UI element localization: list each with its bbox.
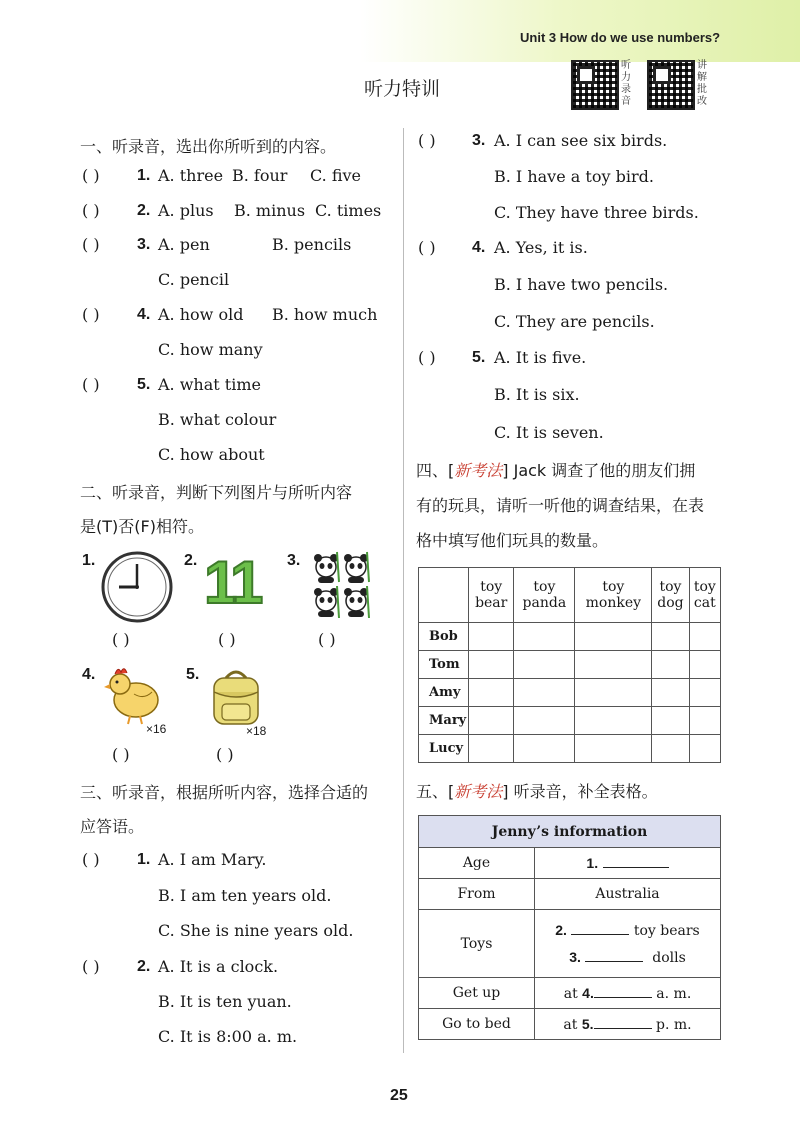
answer-blank[interactable]: ( ) xyxy=(418,131,436,150)
answer-blank[interactable]: ( ) xyxy=(82,305,100,324)
section2-heading: 二、听录音，判断下列图片与所听内容 xyxy=(80,483,353,502)
section4-line3: 格中填写他们玩具的数量。 xyxy=(416,531,609,550)
column-header: toy dog xyxy=(652,568,689,623)
section4-line2: 有的玩具，请听一听他的调查结果，在表 xyxy=(416,496,705,515)
table-cell[interactable] xyxy=(575,679,652,707)
question-number: 4. xyxy=(137,306,151,323)
answer-blank[interactable]: ( ) xyxy=(216,745,234,764)
table-cell[interactable] xyxy=(689,651,720,679)
option-a: A. what time xyxy=(158,375,261,394)
table-cell[interactable] xyxy=(514,707,575,735)
section4-heading xyxy=(416,458,695,481)
table-cell[interactable] xyxy=(469,623,514,651)
answer-blank[interactable]: ( ) xyxy=(82,375,100,394)
new-method-tag: 新考法 xyxy=(454,461,503,480)
answer-blank[interactable]: ( ) xyxy=(82,850,100,869)
option-c: C. They have three birds. xyxy=(494,203,699,222)
picture-number: 4. xyxy=(82,666,96,683)
panda-icon xyxy=(310,550,376,622)
row-label: Get up xyxy=(419,978,535,1009)
row-header: Mary xyxy=(419,707,469,735)
option-a: A. plus xyxy=(158,201,214,220)
column-header: toy bear xyxy=(469,568,514,623)
option-a: A. how old xyxy=(158,305,244,324)
option-c: C. She is nine years old. xyxy=(158,921,354,940)
option-b: B. what colour xyxy=(158,410,277,429)
column-header: toy panda xyxy=(514,568,575,623)
option-b: B. four xyxy=(232,166,288,185)
getup-cell[interactable]: at 4. a. m. xyxy=(535,978,721,1009)
option-b: B. I have two pencils. xyxy=(494,275,669,294)
corner-cell xyxy=(419,568,469,623)
table-cell[interactable] xyxy=(689,735,720,763)
answer-blank[interactable]: ( ) xyxy=(418,238,436,257)
answer-blank[interactable]: ( ) xyxy=(82,201,100,220)
answer-blank[interactable]: ( ) xyxy=(112,630,130,649)
question-number: 2. xyxy=(137,202,151,219)
table-cell[interactable] xyxy=(652,707,689,735)
column-header: toy monkey xyxy=(575,568,652,623)
option-b: B. I have a toy bird. xyxy=(494,167,654,186)
option-b: B. pencils xyxy=(272,235,352,254)
toys-cell[interactable]: 2. toy bears 3. dolls xyxy=(535,910,721,978)
option-c: C. pencil xyxy=(158,270,230,289)
table-cell[interactable] xyxy=(652,651,689,679)
picture-number: 1. xyxy=(82,552,96,569)
answer-blank[interactable]: ( ) xyxy=(418,348,436,367)
table-cell[interactable] xyxy=(652,623,689,651)
hen-icon xyxy=(104,664,164,726)
bag-count: ×18 xyxy=(246,724,267,738)
section5-prefix: 五、[ xyxy=(416,782,455,801)
option-c: C. times xyxy=(315,201,382,220)
table-cell[interactable] xyxy=(469,679,514,707)
table-cell[interactable] xyxy=(689,707,720,735)
option-b: B. minus xyxy=(234,201,306,220)
table-cell[interactable] xyxy=(514,623,575,651)
row-label: From xyxy=(419,879,535,910)
question-number: 5. xyxy=(472,349,486,366)
picture-number: 2. xyxy=(184,552,198,569)
qr-code-icon[interactable] xyxy=(571,60,619,110)
table-cell[interactable] xyxy=(514,735,575,763)
table-cell[interactable] xyxy=(689,623,720,651)
table-cell[interactable] xyxy=(469,735,514,763)
qr-code-icon[interactable] xyxy=(647,60,695,110)
row-label: Go to bed xyxy=(419,1009,535,1040)
table-cell[interactable] xyxy=(575,623,652,651)
column-header: toy cat xyxy=(689,568,720,623)
answer-blank[interactable]: ( ) xyxy=(82,957,100,976)
answer-blank[interactable]: ( ) xyxy=(112,745,130,764)
question-number: 3. xyxy=(137,236,151,253)
question-number: 3. xyxy=(472,132,486,149)
option-c: C. It is seven. xyxy=(494,423,604,442)
table-cell[interactable] xyxy=(575,651,652,679)
option-c: C. It is 8:00 a. m. xyxy=(158,1027,298,1046)
section5-suffix: ] 听录音，补全表格。 xyxy=(502,782,658,801)
row-header: Bob xyxy=(419,623,469,651)
question-number: 2. xyxy=(137,958,151,975)
section4-line1: ] Jack 调查了他的朋友们拥 xyxy=(502,461,696,480)
table-cell[interactable] xyxy=(514,651,575,679)
section2-heading-2: 是(T)否(F)相符。 xyxy=(80,517,204,536)
hen-count: ×16 xyxy=(146,722,167,736)
picture-number: 5. xyxy=(186,666,200,683)
unit-title: Unit 3 How do we use numbers? xyxy=(520,30,721,45)
from-value: Australia xyxy=(535,879,721,910)
table-cell[interactable] xyxy=(514,679,575,707)
qr-label-explain: 讲解批改 xyxy=(697,60,707,107)
option-a: A. three xyxy=(158,166,224,185)
table-cell[interactable] xyxy=(575,735,652,763)
picture-number: 3. xyxy=(287,552,301,569)
section4-prefix: 四、[ xyxy=(416,461,455,480)
table-cell[interactable] xyxy=(469,707,514,735)
bed-cell[interactable]: at 5. p. m. xyxy=(535,1009,721,1040)
answer-blank[interactable]: ( ) xyxy=(82,166,100,185)
option-c: C. They are pencils. xyxy=(494,312,655,331)
section5-heading xyxy=(416,779,658,802)
option-a: A. pen xyxy=(158,235,210,254)
column-divider xyxy=(403,128,404,1053)
page-number: 25 xyxy=(390,1087,408,1104)
question-number: 5. xyxy=(137,376,151,393)
number-eleven: 11 xyxy=(204,549,260,616)
option-c: C. how many xyxy=(158,340,263,359)
option-b: B. how much xyxy=(272,305,378,324)
option-b: B. It is ten yuan. xyxy=(158,992,292,1011)
option-a: A. I am Mary. xyxy=(158,850,267,869)
option-b: B. It is six. xyxy=(494,385,580,404)
option-a: A. Yes, it is. xyxy=(494,238,588,257)
row-header: Tom xyxy=(419,651,469,679)
table-cell[interactable] xyxy=(689,679,720,707)
answer-blank[interactable]: ( ) xyxy=(82,235,100,254)
new-method-tag: 新考法 xyxy=(454,782,503,801)
question-number: 1. xyxy=(137,167,151,184)
table-cell[interactable] xyxy=(469,651,514,679)
table-cell[interactable] xyxy=(652,735,689,763)
option-c: C. how about xyxy=(158,445,265,464)
option-a: A. It is a clock. xyxy=(158,957,279,976)
question-number: 4. xyxy=(472,239,486,256)
age-cell[interactable]: 1. xyxy=(535,848,721,879)
answer-blank[interactable]: ( ) xyxy=(318,630,336,649)
table-title: Jenny’s information xyxy=(419,816,721,848)
answer-blank[interactable]: ( ) xyxy=(218,630,236,649)
toys-table xyxy=(418,567,721,763)
row-header: Lucy xyxy=(419,735,469,763)
option-c: C. five xyxy=(310,166,362,185)
option-a: A. It is five. xyxy=(494,348,587,367)
section3-heading-2: 应答语。 xyxy=(80,817,145,836)
option-b: B. I am ten years old. xyxy=(158,886,332,905)
section1-heading: 一、听录音，选出你所听到的内容。 xyxy=(80,137,337,156)
page-title: 听力特训 xyxy=(364,78,441,100)
row-label: Age xyxy=(419,848,535,879)
table-cell[interactable] xyxy=(575,707,652,735)
row-label: Toys xyxy=(419,910,535,978)
clock-icon xyxy=(100,550,174,624)
section3-heading: 三、听录音，根据所听内容，选择合适的 xyxy=(80,783,369,802)
qr-label-listening: 听力录音 xyxy=(621,60,631,107)
jenny-info-table xyxy=(418,815,721,1040)
row-header: Amy xyxy=(419,679,469,707)
option-a: A. I can see six birds. xyxy=(494,131,668,150)
question-number: 1. xyxy=(137,851,151,868)
schoolbag-icon xyxy=(206,666,266,728)
table-cell[interactable] xyxy=(652,679,689,707)
